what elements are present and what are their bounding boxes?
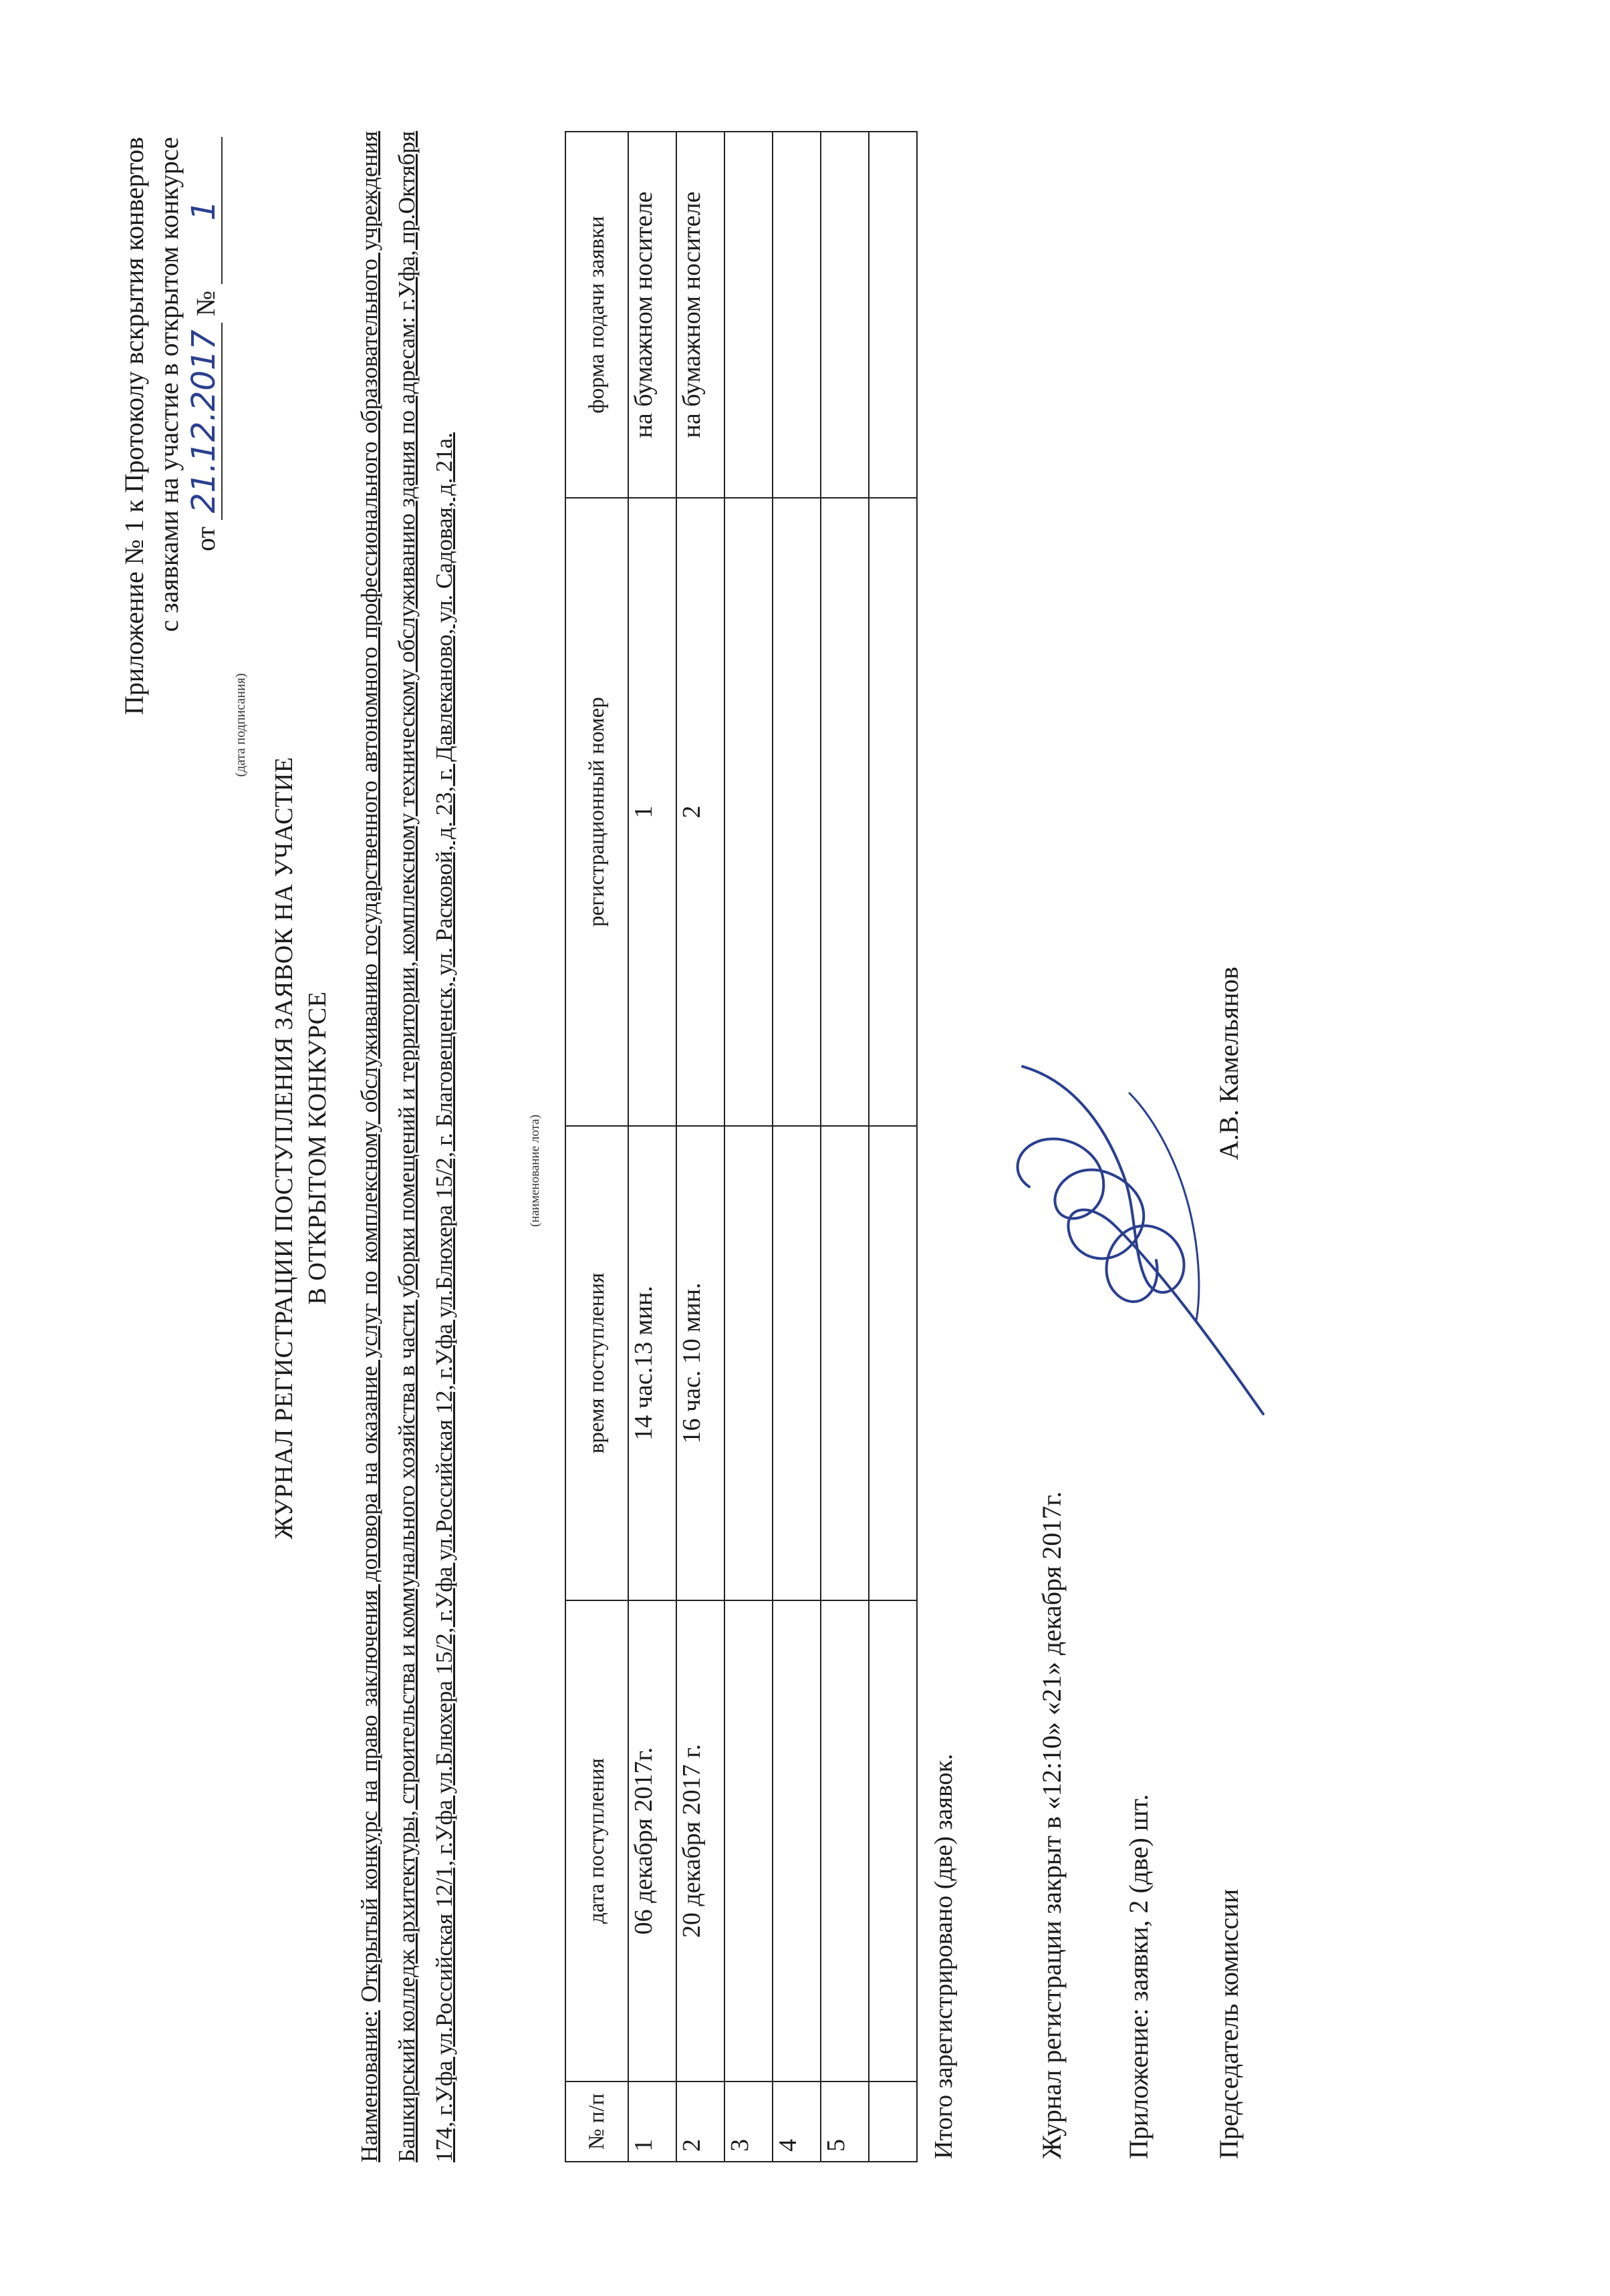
receipt-date: 20 декабря 2017 г. <box>676 1600 724 2082</box>
table-row <box>628 132 676 2162</box>
col-date-header: дата поступления <box>565 1600 628 2082</box>
appendix-header <box>117 137 258 939</box>
signature-tail <box>1129 1093 1199 1320</box>
submission-form <box>869 132 917 498</box>
submission-form <box>773 132 821 498</box>
table-header-row <box>565 132 628 2162</box>
row-number: 5 <box>821 2082 869 2162</box>
receipt-date <box>773 1600 821 2082</box>
registration-number <box>724 498 773 1126</box>
date-caption: (дата подписания) <box>233 673 248 777</box>
registration-number <box>869 498 917 1126</box>
number-label: № <box>190 291 221 317</box>
table-row <box>773 132 821 2162</box>
row-number <box>869 2082 917 2162</box>
receipt-date <box>869 1600 917 2082</box>
appendix-date-line <box>186 137 223 939</box>
submission-form <box>724 132 773 498</box>
submission-form: на бумажном носителе <box>628 132 676 498</box>
registration-number: 2 <box>676 498 724 1126</box>
naming-label: Наименование: <box>356 2010 382 2162</box>
page-title <box>267 0 334 2296</box>
registration-number: 1 <box>628 498 676 1126</box>
appendix-line1: Приложение № 1 к Протоколу вскрытия конвертов <box>119 137 149 715</box>
signing-date: 21.12.2017 <box>186 323 223 520</box>
submission-form <box>821 132 869 498</box>
attachment-line: Приложение: заявки, 2 (две) шт. <box>1123 1793 1154 2159</box>
registration-number <box>773 498 821 1126</box>
receipt-date <box>821 1600 869 2082</box>
signature-stroke <box>1018 1139 1263 1414</box>
receipt-date <box>724 1600 773 2082</box>
row-number: 1 <box>628 2082 676 2162</box>
lot-name-text: Открытый конкурс на право заключения договора на оказание услуг по комплексному обслуживанию государственного автономного профессионального образовательного учреждения Башкирский колледж архитектуры, строительства и коммунального хозяйства в части уборки помещений и территории, комплексному техническому обслуживанию здания по адресам: г.Уфа, пр.Октября 174, г.Уфа ул.Российская 12/1, г.Уфа ул.Блюхера 15/2, г.Уфа ул.Российская 12, г.Уфа ул.Блюхера 15/2, г. Благовещенск, ул. Расковой, д. 23, г. Давлеканово, ул. Садовая, д. 21а. <box>356 130 457 2162</box>
table-row <box>869 132 917 2162</box>
receipt-time <box>821 1126 869 1600</box>
submission-form: на бумажном носителе <box>676 132 724 498</box>
col-form-header: форма подачи заявки <box>565 132 628 498</box>
col-regnum-header: регистрационный номер <box>565 498 628 1126</box>
from-label: от <box>190 527 221 551</box>
appendix-line2: с заявками на участие в открытом конкурсе <box>154 137 184 632</box>
lot-caption: (наименование лота) <box>528 1115 542 1227</box>
receipt-time: 14 час.13 мин. <box>628 1126 676 1600</box>
row-number: 3 <box>724 2082 773 2162</box>
registration-table <box>565 131 918 2162</box>
registration-number <box>821 498 869 1126</box>
receipt-time: 16 час. 10 мин. <box>676 1126 724 1600</box>
protocol-number: 1 <box>186 137 223 284</box>
chairman-signature <box>996 1053 1277 1427</box>
journal-closed-line: Журнал регистрации закрыт в «12:10» «21» декабря 2017г. <box>1037 1491 1067 2159</box>
title-line2: В ОТКРЫТОМ КОНКУРСЕ <box>303 991 331 1305</box>
col-time-header: время поступления <box>565 1126 628 1600</box>
receipt-time <box>869 1126 917 1600</box>
col-number-header: № п/п <box>565 2082 628 2162</box>
table-row <box>676 132 724 2162</box>
table-row <box>821 132 869 2162</box>
lot-name-block <box>351 131 463 2162</box>
total-registered: Итого зарегистрировано (две) заявок. <box>930 1753 958 2159</box>
row-number: 4 <box>773 2082 821 2162</box>
chairman-name: А.В. Камельянов <box>1214 966 1244 1160</box>
table-row <box>724 132 773 2162</box>
title-line1: ЖУРНАЛ РЕГИСТРАЦИИ ПОСТУПЛЕНИЯ ЗАЯВОК НА УЧАСТИЕ <box>270 756 298 1540</box>
receipt-date: 06 декабря 2017г. <box>628 1600 676 2082</box>
chairman-label: Председатель комиссии <box>1214 1888 1244 2159</box>
row-number: 2 <box>676 2082 724 2162</box>
receipt-time <box>724 1126 773 1600</box>
receipt-time <box>773 1126 821 1600</box>
